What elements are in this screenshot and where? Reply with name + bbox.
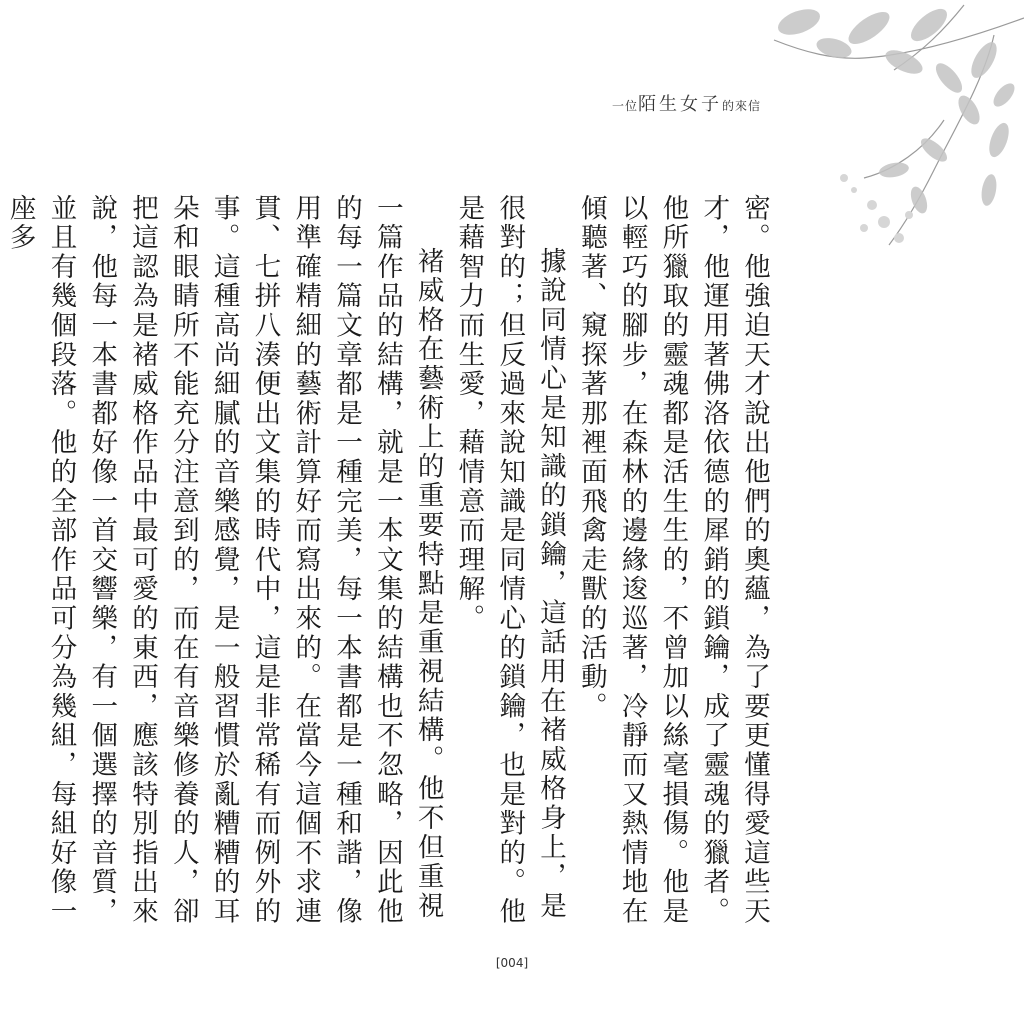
body-text: [4, 194, 774, 929]
page-number-value: 004: [500, 956, 524, 970]
running-head-prefix: 一位: [612, 99, 639, 113]
page-number: [490, 956, 534, 970]
running-head: [612, 90, 792, 114]
paragraph-1: 密。他強迫天才說出他們的奧蘊，為了要更懂得愛這些天才，他運用著佛洛依德的犀銷的鎖鑰，成了靈魂的獵者。他所獵取的靈魂都是活生生的，不曾加以絲毫損傷。他是以輕巧的腳步，在森林的邊緣逡巡著，冷靜而又熱情地在傾聽著、窺探著那裡面飛禽走獸的活動。: [575, 194, 770, 927]
folio-bracket-right: ]: [523, 956, 529, 970]
running-head-suffix: 的來信: [722, 99, 762, 113]
paragraph-2: 據說同情心是知識的鎖鑰，這話用在褚威格身上，是很對的；但反過來說知識是同情心的鎖鑰，也是對的。他是藉智力而生愛，藉情意而理解。: [453, 194, 567, 927]
folio-bracket-left: [: [495, 956, 501, 970]
running-head-title: 陌生女子: [638, 94, 723, 115]
paragraph-3: 褚威格在藝術上的重要特點是重視結構。他不但重視一篇作品的結構，就是一本文集的結構也不忽略，因此他的每一篇文章都是一種完美，每一本書都是一種和諧，像用準確精細的藝術計算好而寫出來的。在當今這個不求連貫、七拼八湊便出文集的時代中，這是非常稀有而例外的事。這種高尚細膩的音樂感覺，是一般習慣於亂糟糟的耳朵和眼睛所不能充分注意到的，而在有音樂修養的人，卻把這認為是褚威格作品中最可愛的東西，應該特別指出來說，他每一本書都好像一首交響樂，有一個選擇的音質，並且有幾個段落。他的全部作品可分為幾組，每組好像一座多: [4, 194, 444, 927]
